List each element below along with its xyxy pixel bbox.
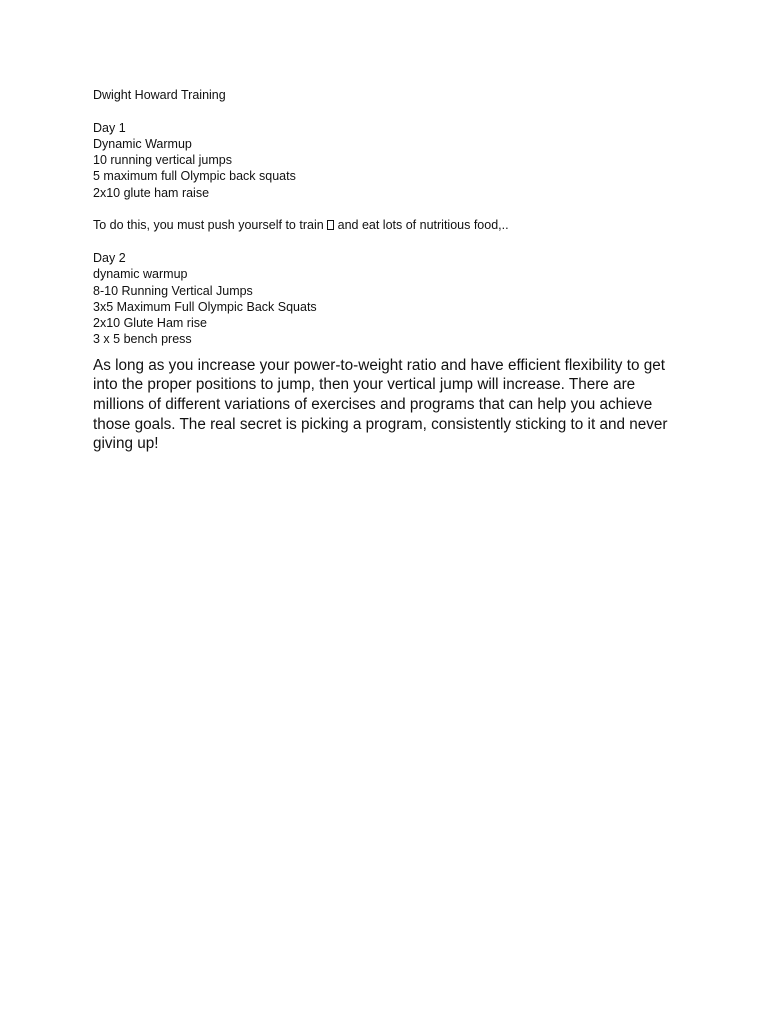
blank-line — [93, 201, 683, 217]
training-note-end: and eat lots of nutritious food,.. — [334, 218, 509, 233]
blank-line — [93, 103, 683, 119]
day1-heading: Day 1 — [93, 120, 126, 135]
day2-item: 3 x 5 bench press — [93, 332, 192, 347]
blank-line — [93, 234, 683, 250]
day2-item: dynamic warmup — [93, 267, 188, 282]
day1-item: 2x10 glute ham raise — [93, 185, 210, 200]
day2-item: 2x10 Glute Ham rise — [93, 316, 207, 331]
day1-item: 5 maximum full Olympic back squats — [93, 169, 296, 184]
document-title: Dwight Howard Training — [93, 88, 226, 102]
training-note — [93, 217, 683, 233]
day2-item: 3x5 Maximum Full Olympic Back Squats — [93, 299, 317, 314]
day1-item: Dynamic Warmup — [93, 136, 192, 151]
training-note-start: To do this, you must push yourself to train — [93, 218, 328, 233]
day1-item: 10 running vertical jumps — [93, 153, 232, 168]
closing-paragraph: As long as you increase your power-to-weight ratio and have efficient flexibility to get into the proper positions to jump, then your vertical jump will increase. There are millions of different variations of exercises and programs that can help you achieve those goals. The real secret is picking a program, consistently sticking to it and never giving up! — [93, 356, 668, 453]
day2-heading: Day 2 — [93, 250, 126, 265]
day2-item: 8-10 Running Vertical Jumps — [93, 283, 253, 298]
document-body — [93, 87, 683, 469]
